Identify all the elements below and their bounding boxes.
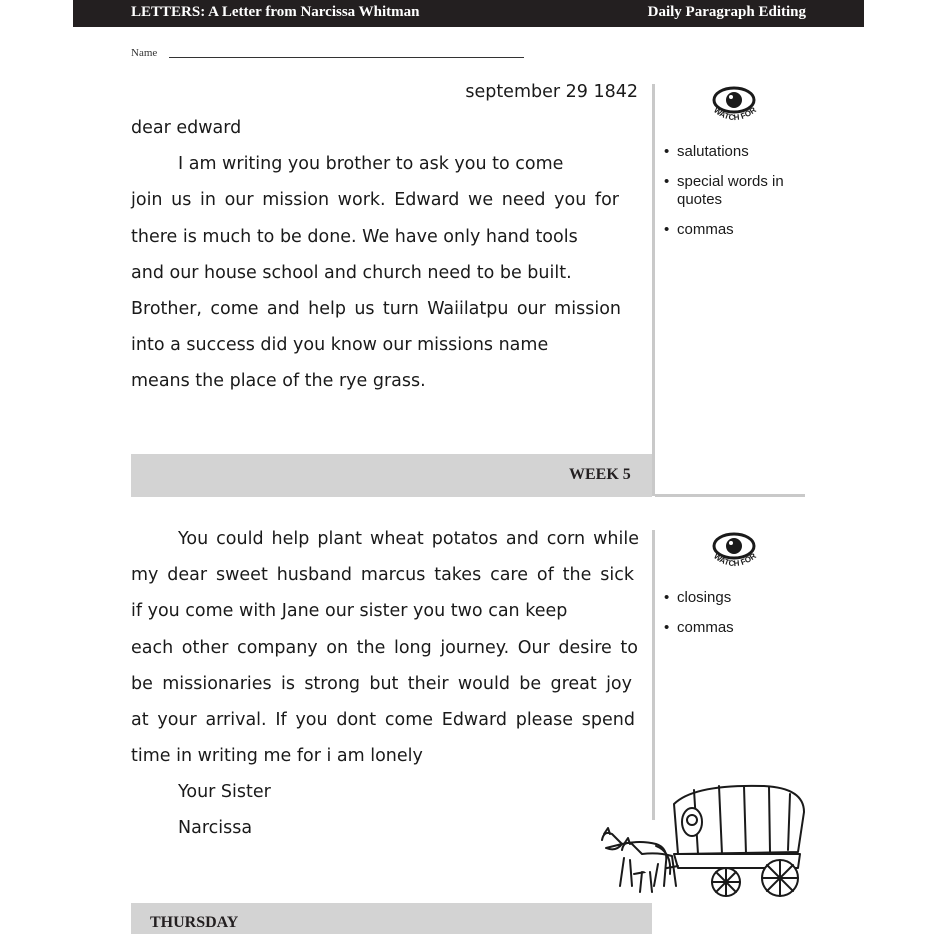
paragraph-line: means the place of the rye grass. — [131, 371, 426, 391]
name-label: Name — [131, 47, 158, 59]
paragraph-line: into a success did you know our missions name — [131, 335, 549, 355]
tip-item: • commas — [664, 619, 814, 637]
tip-item: • salutations — [664, 143, 814, 161]
paragraph-line: and our house school and church need to be built. — [131, 263, 572, 283]
paragraph-line: be missionaries is strong but their would be great joy — [131, 674, 632, 694]
letter-signature: Narcissa — [178, 818, 253, 838]
eye-icon — [702, 530, 766, 574]
header-title: LETTERS: A Letter from Narcissa Whitman — [131, 4, 420, 20]
paragraph-line: each other company on the long journey. Our desire to — [131, 638, 638, 658]
header-bar — [73, 0, 864, 27]
letter-closing: Your Sister — [178, 782, 271, 802]
paragraph-line: at your arrival. If you dont come Edward please spend — [131, 710, 635, 730]
eye-icon — [702, 84, 766, 128]
paragraph-line: if you come with Jane our sister you two can keep — [131, 601, 568, 621]
svg-text:WATCH FOR: WATCH FOR — [712, 551, 758, 569]
paragraph-line: time in writing me for i am lonely — [131, 746, 423, 766]
letter-greeting: dear edward — [131, 118, 242, 138]
tip-item: • special words in quotes — [664, 173, 814, 209]
tips-list — [664, 589, 814, 649]
divider-horizontal-1 — [655, 494, 805, 497]
tip-item: • commas — [664, 221, 814, 239]
paragraph-line: join us in our mission work. Edward we need you for — [131, 190, 619, 210]
tip-item: • closings — [664, 589, 814, 607]
tips-list — [664, 143, 814, 251]
paragraph-line: I am writing you brother to ask you to come — [178, 154, 564, 174]
paragraph-line: there is much to be done. We have only hand tools — [131, 227, 578, 247]
divider-vertical-2 — [652, 530, 655, 820]
week-label: WEEK 5 — [569, 466, 631, 483]
day-label: THURSDAY — [150, 914, 239, 931]
paragraph-line: my dear sweet husband marcus takes care of the sick — [131, 565, 634, 585]
letter-date: september 29 1842 — [465, 82, 638, 102]
paragraph-line: Brother, come and help us turn Waiilatpu our mission — [131, 299, 621, 319]
divider-vertical-1 — [652, 84, 655, 496]
covered-wagon-illustration — [594, 782, 808, 902]
name-field-line[interactable] — [169, 57, 524, 58]
svg-text:WATCH FOR: WATCH FOR — [712, 105, 758, 123]
paragraph-line: You could help plant wheat potatos and corn while — [178, 529, 639, 549]
header-series: Daily Paragraph Editing — [647, 4, 806, 20]
